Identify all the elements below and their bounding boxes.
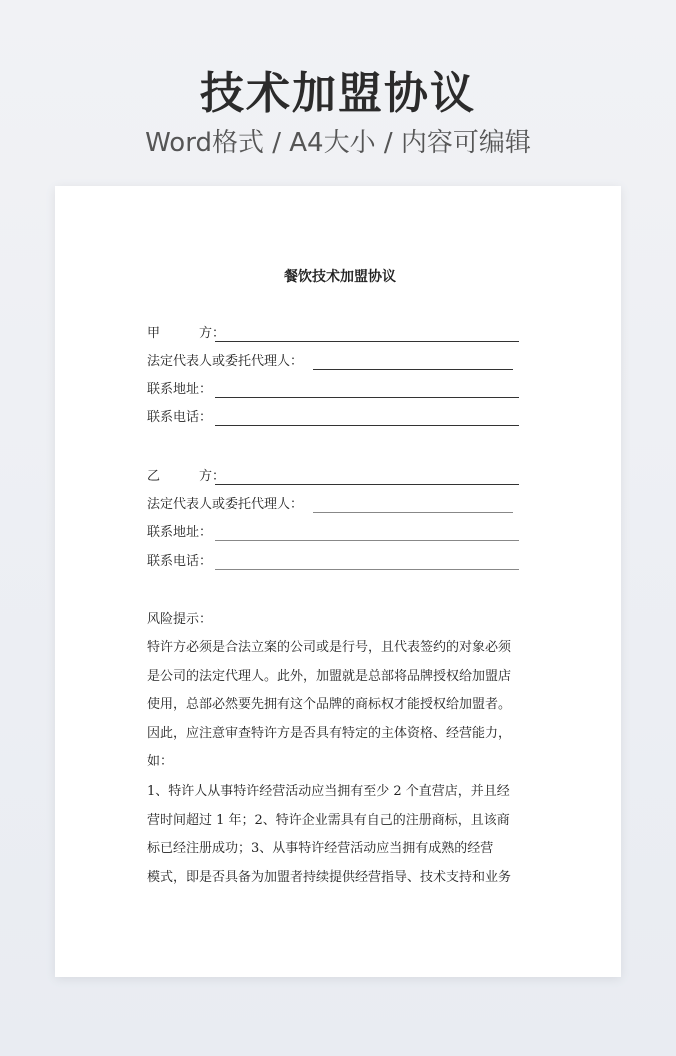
party-a-rep-label: 法定代表人或委托代理人：	[147, 354, 304, 369]
party-b-name-label: 乙 方：	[147, 469, 226, 484]
banner-subtitle: Word格式 / A4大小 / 内容可编辑	[145, 128, 531, 158]
banner-header	[0, 66, 676, 160]
party-b-name-blank[interactable]	[215, 484, 519, 485]
party-a-phone-blank[interactable]	[215, 425, 519, 426]
party-b-name-field	[147, 467, 533, 487]
risk-paragraph-2	[147, 778, 533, 892]
paragraph-line: 营时间超过 1 年；2、特许企业需具有自己的注册商标，且该商	[147, 812, 510, 828]
paragraph-line: 特许方必须是合法立案的公司或是行号，且代表签约的对象必须	[147, 640, 512, 655]
party-b-address-label: 联系地址：	[147, 525, 213, 540]
party-b-address-field	[147, 523, 533, 543]
document-page	[55, 186, 621, 977]
party-a-phone-field	[147, 408, 533, 428]
party-a-address-blank[interactable]	[215, 397, 519, 398]
banner-title: 技术加盟协议	[200, 68, 476, 119]
party-a-address-label: 联系地址：	[147, 382, 213, 397]
document-title: 餐饮技术加盟协议	[284, 269, 396, 285]
paragraph-line: 1、特许人从事特许经营活动应当拥有至少 2 个直营店，并且经	[147, 784, 510, 799]
paragraph-line: 使用，总部必然要先拥有这个品牌的商标权才能授权给加盟者。	[147, 697, 512, 712]
party-b-phone-blank[interactable]	[215, 569, 519, 570]
paragraph-line: 标已经注册成功；3、从事特许经营活动应当拥有成熟的经营	[147, 841, 494, 856]
party-a-name-blank[interactable]	[215, 341, 519, 342]
paragraph-line: 因此，应注意审查特许方是否具有特定的主体资格、经营能力，	[147, 725, 512, 741]
party-a-rep-field	[147, 352, 533, 372]
party-a-address-field	[147, 380, 533, 400]
paragraph-line: 模式，即是否具备为加盟者持续提供经营指导、技术支持和业务	[147, 869, 512, 885]
risk-paragraph-1	[147, 634, 533, 777]
paragraph-line: 如：	[147, 754, 174, 769]
party-b-address-blank[interactable]	[215, 540, 519, 541]
party-b-rep-blank[interactable]	[313, 512, 513, 513]
party-b-rep-label: 法定代表人或委托代理人：	[147, 497, 304, 512]
risk-heading: 风险提示：	[147, 612, 213, 627]
party-a-phone-label: 联系电话：	[147, 410, 213, 425]
paragraph-line: 是公司的法定代理人。此外，加盟就是总部将品牌授权给加盟店	[147, 668, 512, 684]
party-b-phone-label: 联系电话：	[147, 554, 213, 569]
party-b-phone-field	[147, 552, 533, 572]
party-a-name-label: 甲 方：	[147, 326, 226, 341]
party-a-name-field	[147, 324, 533, 344]
party-a-rep-blank[interactable]	[313, 369, 513, 370]
party-b-rep-field	[147, 495, 533, 515]
